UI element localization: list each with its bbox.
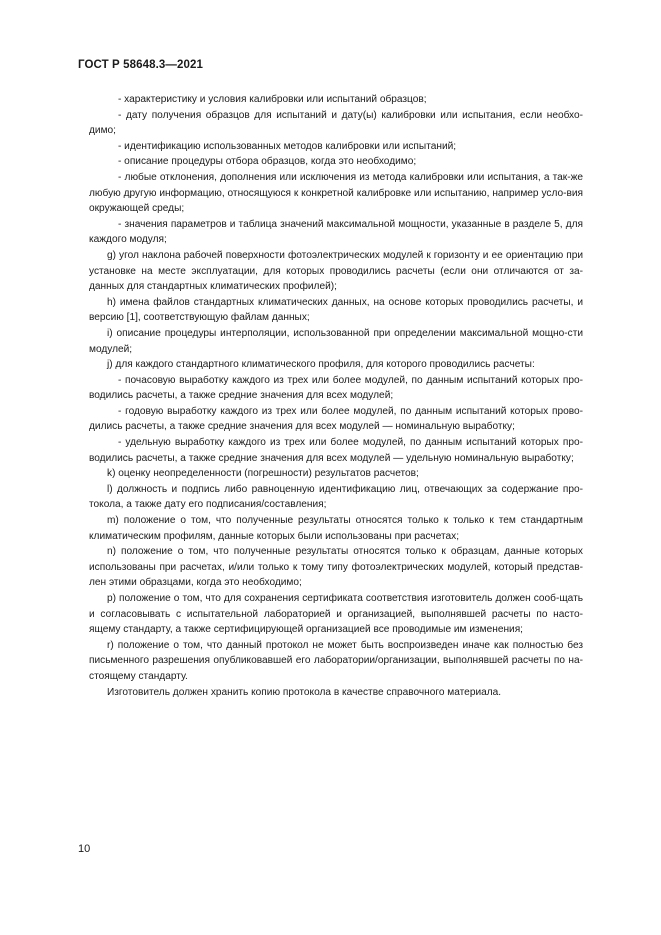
list-item: - удельную выработку каждого из трех или более модулей, по данным испытаний которых про-водились расчеты, а также средние значения для всех модулей — удельную номинальную выработку; (89, 437, 583, 464)
list-item: - годовую выработку каждого из трех или более модулей, по данным испытаний которых прово-дились расчеты, а также средние значения для всех модулей — номинальную выработку; (89, 405, 583, 433)
list-item-n: n) положение о том, что полученные результаты относятся только к образцам, данные которых использованы при расчетах, и/или только к тому типу фотоэлектрических модулей, который представ-лен этими образцами, когда это необходимо; (89, 546, 583, 589)
list-item-p: p) положение о том, что для сохранения сертификата соответствия изготовитель должен сооб-щать и согласовывать с испытательной лабораторией и организацией, выполнявшей расчеты по насто-ящему стандарту, а также сертифицирующей организацией все проводимые им изменения; (89, 593, 583, 636)
list-item: - дату получения образцов для испытаний и дату(ы) калибровки или испытания, если необхо-димо; (89, 109, 583, 137)
list-item-j: j) для каждого стандартного климатического профиля, для которого проводились расчеты: (107, 359, 535, 371)
list-item-k: k) оценку неопределенности (погрешности) результатов расчетов; (107, 468, 419, 480)
list-item: - идентификацию использованных методов калибровки или испытаний; (118, 140, 457, 152)
list-item: - описание процедуры отбора образцов, когда это необходимо; (118, 156, 417, 168)
list-item: - значения параметров и таблица значений максимальной мощности, указанные в разделе 5, для каждого модуля; (89, 218, 583, 246)
list-item-i: i) описание процедуры интерполяции, использованной при определении максимальной мощно-сти модулей; (89, 327, 583, 355)
list-item-m: m) положение о том, что полученные результаты относятся только к только к тем стандартным климатическим профилям, данные которых были использованы при расчетах; (89, 515, 583, 542)
list-item: - почасовую выработку каждого из трех или более модулей, по данным испытаний которых про-водились расчеты, а также средние значения для всех модулей; (89, 374, 583, 402)
list-item: - любые отклонения, дополнения или исключения из метода калибровки или испытания, а так-же любую другую информацию, относящуюся к конкретной калибровке или испытанию, например усло-вия окружающей среды; (89, 171, 583, 215)
closing-paragraph: Изготовитель должен хранить копию протокола в качестве справочного материала. (107, 686, 502, 698)
list-item-g: g) угол наклона рабочей поверхности фотоэлектрических модулей к горизонту и ее ориентацию при установке на месте эксплуатации, для которых проводились расчеты (если они отличаются от за-данных для стандартных климатических профилей); (89, 249, 583, 293)
list-item-l: l) должность и подпись либо равноценную идентификацию лиц, отвечающих за содержание про-токола, а также дату его подписания/составления; (89, 483, 583, 511)
list-item-r: r) положение о том, что данный протокол не может быть воспроизведен иначе как полностью без письменного разрешения опубликовавшей его лаборатории/организации, выполнявшей расчеты по на-стоящему стандарту. (89, 639, 583, 682)
document-body (89, 92, 583, 700)
list-item: - характеристику и условия калибровки или испытаний образцов; (118, 94, 427, 105)
document-header: ГОСТ Р 58648.3—2021 (78, 59, 203, 71)
page-number: 10 (78, 843, 91, 855)
list-item-h: h) имена файлов стандартных климатических данных, на основе которых проводились расчеты, и версию [1], соответствующую файлам данных; (89, 296, 583, 324)
